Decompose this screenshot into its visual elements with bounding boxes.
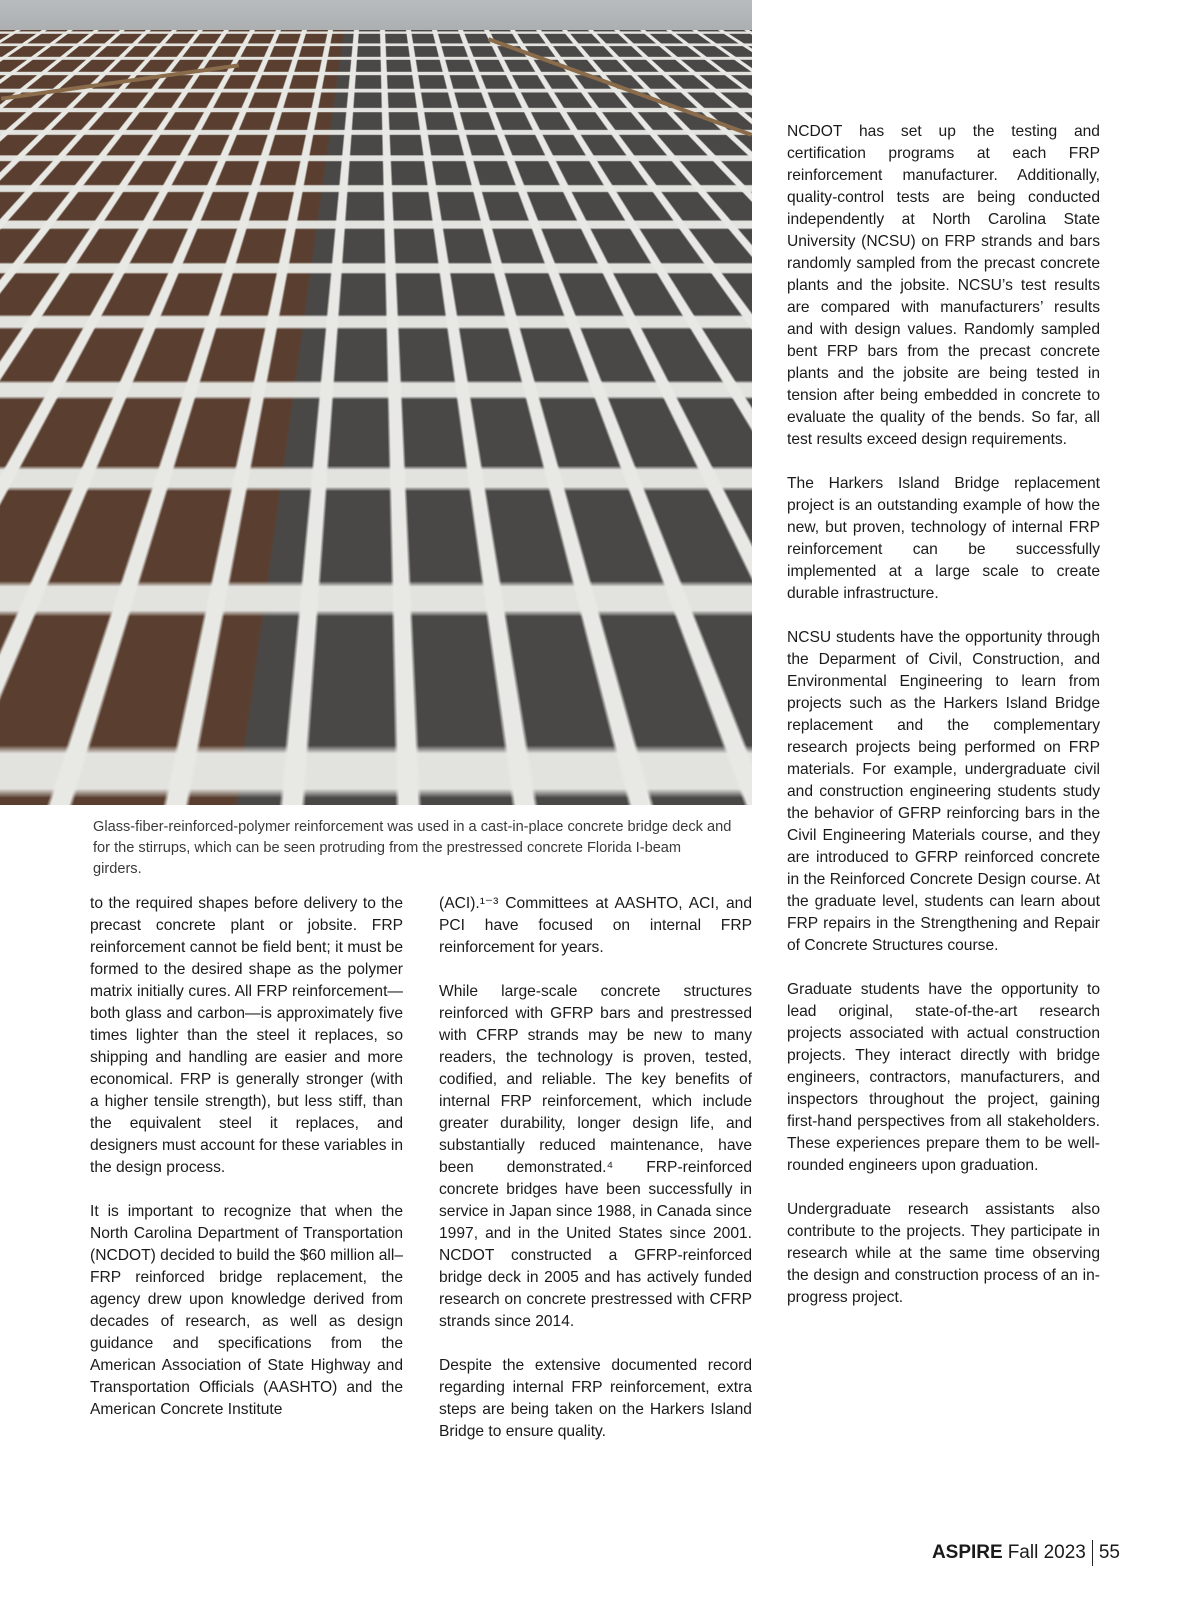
column-1 (90, 893, 403, 1443)
photo-caption: Glass-fiber-reinforced-polymer reinforcement was used in a cast-in-place concrete bridge deck and for the stirrups, which can be seen protruding from the prestressed concrete Florida I-beam girders. (93, 819, 732, 877)
paragraph: NCSU students have the opportunity through the Deparment of Civil, Construction, and Environmental Engineering to learn from projects such as the Harkers Island Bridge replacement and the complementary research projects being performed on FRP materials. For example, undergraduate civil and construction engineering students study the behavior of GFRP reinforcing bars in the Civil Engineering Materials course, and they are introduced to GFRP reinforced concrete in the Reinforced Concrete Design course. At the graduate level, students can learn about FRP repairs in the Strengthening and Repair of Concrete Structures course. (787, 629, 1100, 954)
paragraph: Undergraduate research assistants also contribute to the projects. They participate in research while at the same time observing the design and construction process of an in-progress project. (787, 1201, 1100, 1306)
paragraph: to the required shapes before delivery to the precast concrete plant or jobsite. FRP reinforcement cannot be field bent; it must be formed to the desired shape as the polymer matrix initially cures. All FRP reinforcement—both glass and carbon—is approximately five times lighter than the steel it replaces, so shipping and handling are easier and more economical. FRP is generally stronger (with a higher tensile strength), but less stiff, than the equivalent steel it replaces, and designers must account for these variables in the design process. (90, 895, 403, 1176)
paragraph: (ACI).¹⁻³ Committees at AASHTO, ACI, and PCI have focused on internal FRP reinforcement for years. (439, 895, 752, 956)
bridge-deck-photo (0, 0, 752, 805)
paragraph: The Harkers Island Bridge replacement project is an outstanding example of how the new, but proven, technology of internal FRP reinforcement can be successfully implemented at a large scale to create durable infrastructure. (787, 475, 1100, 602)
paragraph: While large-scale concrete structures reinforced with GFRP bars and prestressed with CFRP strands may be new to many readers, the technology is proven, tested, codified, and reliable. The key benefits of internal FRP reinforcement, which include greater durability, longer design life, and substantially reduced maintenance, have been demonstrated.⁴ FRP-reinforced concrete bridges have been successfully in service in Japan since 1988, in Canada since 1997, and in the United States since 2001. NCDOT constructed a GFRP-reinforced bridge deck in 2005 and has actively funded research on concrete prestressed with CFRP strands since 2014. (439, 983, 752, 1330)
magazine-name: ASPIRE (931, 1542, 1003, 1563)
page-footer (932, 1540, 1120, 1566)
page-number: 55 (1098, 1542, 1120, 1563)
paragraph: Graduate students have the opportunity to lead original, state-of-the-art research projects associated with actual construction projects. They interact directly with bridge engineers, contractors, manufacturers, and inspectors throughout the project, gaining first-hand perspectives from all stakeholders. These experiences prepare them to be well-rounded engineers upon graduation. (787, 981, 1100, 1174)
paragraph: NCDOT has set up the testing and certification programs at each FRP reinforcement manufacturer. Additionally, quality-control tests are being conducted independently at North Carolina State University (NCSU) on FRP strands and bars randomly sampled from the precast concrete plants and the jobsite. NCSU’s test results are compared with manufacturers’ results and with design values. Randomly sampled bent FRP bars from the precast concrete plants and the jobsite are being tested in tension after being embedded in concrete to evaluate the quality of the bends. So far, all test results exceed design requirements. (787, 123, 1100, 448)
paragraph: It is important to recognize that when the North Carolina Department of Transportation (NCDOT) decided to build the $60 million all–FRP reinforced bridge replacement, the agency drew upon knowledge derived from decades of research, as well as design guidance and specifications from the American Association of State Highway and Transportation Officials (AASHTO) and the American Concrete Institute (90, 1203, 403, 1418)
column-2 (439, 893, 752, 1465)
deck-perspective (0, 30, 752, 805)
column-3 (787, 121, 1100, 1331)
paragraph: Despite the extensive documented record regarding internal FRP reinforcement, extra steps are being taken on the Harkers Island Bridge to ensure quality. (439, 1357, 752, 1440)
footer-divider (1092, 1540, 1093, 1566)
issue: Fall 2023 (1007, 1542, 1086, 1563)
